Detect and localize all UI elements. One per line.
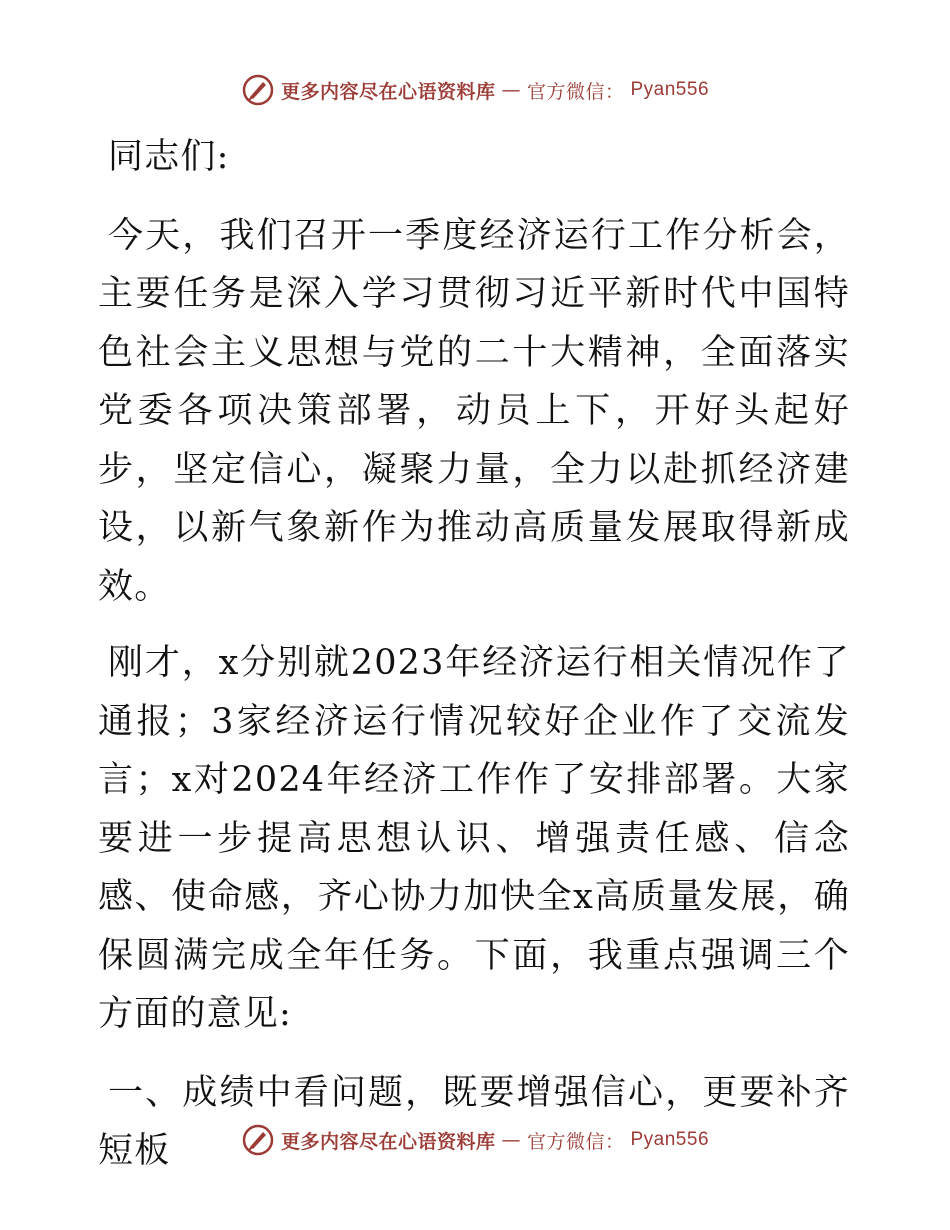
paragraph-summary: 刚才，x分别就2023年经济运行相关情况作了通报；3家经济运行情况较好企业作了交流发言；x对2024年经济工作作了安排部署。大家要进一步提高思想认识、增强责任感、信念感、使命感，齐心协力加快全x高质量发展，确保圆满完成全年任务。下面，我重点强调三个方面的意见: xyxy=(98,643,850,1034)
watermark-official-label: 官方微信： xyxy=(526,80,625,103)
watermark-separator: — xyxy=(501,1129,521,1151)
watermark-official-label: 官方微信： xyxy=(526,1130,625,1153)
watermark-wechat-id: Pyan556 xyxy=(630,1129,710,1150)
salutation: 同志们: xyxy=(108,137,230,177)
section-heading: 一、成绩中看问题，既要增强信心，更要补齐短板 xyxy=(98,1072,850,1171)
watermark-wechat-id: Pyan556 xyxy=(630,79,710,100)
watermark-banner-top xyxy=(0,70,950,110)
quill-logo-icon xyxy=(241,1123,275,1157)
watermark-text: 更多内容尽在心语资料库 xyxy=(280,1130,496,1153)
watermark-banner-bottom xyxy=(0,1120,950,1160)
watermark-separator: — xyxy=(501,79,521,101)
document-body xyxy=(98,128,850,1181)
paragraph-opening: 今天，我们召开一季度经济运行工作分析会，主要任务是深入学习贯彻习近平新时代中国特色社会主义思想与党的二十大精神，全面落实党委各项决策部署，动员上下，开好头起好步，坚定信心，凝聚力量，全力以赴抓经济建设，以新气象新作为推动高质量发展取得新成效。 xyxy=(98,215,850,607)
quill-logo-icon xyxy=(241,73,275,107)
watermark-text: 更多内容尽在心语资料库 xyxy=(280,80,496,103)
